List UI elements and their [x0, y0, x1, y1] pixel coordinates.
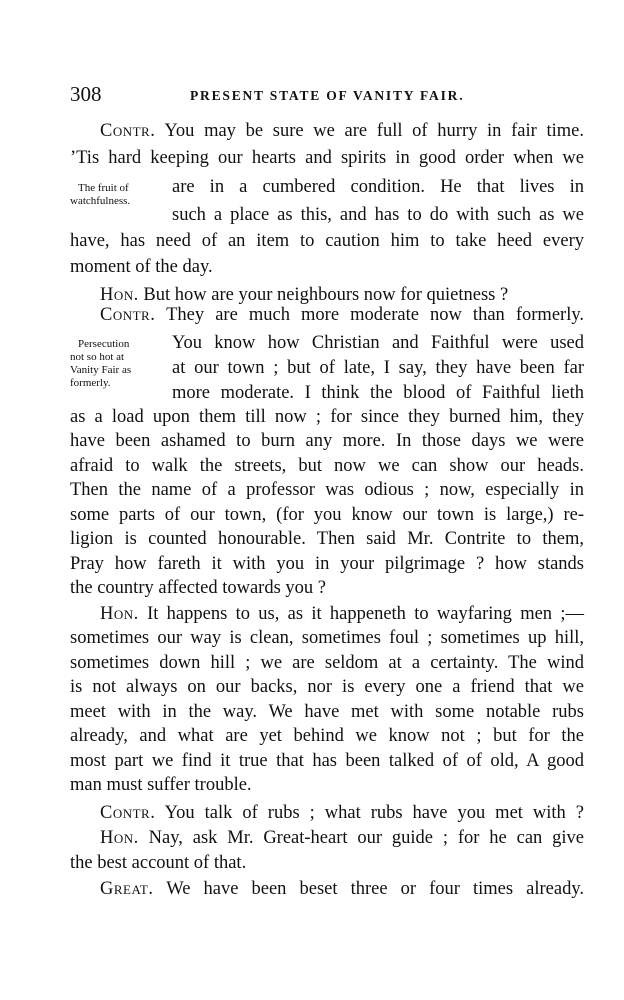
text-line: sometimes down hill ; we are seldom at a certainty. The wind [70, 653, 584, 673]
text-line: the country affected towards you ? [70, 578, 326, 598]
text-line: man must suffer trouble. [70, 775, 252, 795]
line-text: We have been beset three or four times already. [166, 879, 584, 899]
text-line: more moderate. I think the blood of Faithful lieth [172, 383, 584, 403]
text-line: such a place as this, and has to do with such as we [172, 205, 584, 225]
speaker-name: Contr. [100, 803, 156, 823]
text-line [100, 825, 584, 851]
side-note-line: The fruit of [78, 182, 129, 194]
text-line [100, 800, 584, 826]
side-note-line: watchfulness. [70, 195, 131, 207]
text-line: are in a cumbered condition. He that lives in [172, 177, 584, 197]
speaker-name: Great. [100, 879, 154, 899]
text-line: Pray how fareth it with you in your pilgrimage ? how stands [70, 554, 584, 574]
text-line: have been ashamed to burn any more. In those days we were [70, 431, 584, 451]
speaker-name: Contr. [100, 121, 156, 141]
side-note-line: Vanity Fair as [70, 364, 132, 376]
speaker-name: Hon. [100, 828, 139, 848]
running-head: PRESENT STATE OF VANITY FAIR. [190, 88, 465, 103]
text-line: ligion is counted honourable. Then said Mr. Contrite to them, [70, 529, 584, 549]
page-number: 308 [70, 82, 102, 106]
speaker-name: Contr. [100, 305, 156, 325]
side-note-fruit-of-watchfulness [70, 182, 170, 208]
text-line: at our town ; but of late, I say, they have been far [172, 358, 584, 378]
text-line [100, 118, 584, 144]
text-line: meet with in the way. We have met with some notable rubs [70, 702, 584, 722]
text-line: as a load upon them till now ; for since they burned him, they [70, 407, 584, 427]
text-line: sometimes our way is clean, sometimes foul ; sometimes up hill, [70, 628, 584, 648]
text-line: moment of the day. [70, 257, 213, 277]
text-line: You know how Christian and Faithful were used [172, 333, 584, 353]
side-note-persecution [70, 338, 170, 390]
speaker-name: Hon. [100, 604, 139, 624]
side-note-line: formerly. [70, 377, 111, 389]
text-line [100, 601, 584, 627]
text-line: most part we find it true that has been talked of of old, A good [70, 751, 584, 771]
side-note-line: not so hot at [70, 351, 125, 363]
line-text: Nay, ask Mr. Great-heart our guide ; for he can give [148, 828, 584, 848]
line-text: But how are your neighbours now for quietness ? [143, 285, 509, 305]
text-line: is not always on our backs, nor is every one a friend that we [70, 677, 584, 697]
text-line [100, 876, 584, 902]
line-text: You may be sure we are full of hurry in fair time. [164, 121, 584, 141]
text-line: the best account of that. [70, 853, 247, 873]
text-line [100, 302, 584, 328]
text-line: afraid to walk the streets, but now we can show our heads. [70, 456, 584, 476]
line-text: They are much more moderate now than formerly. [166, 305, 585, 325]
text-line: Then the name of a professor was odious ; now, especially in [70, 480, 584, 500]
text-line: already, and what are yet behind we know not ; but for the [70, 726, 584, 746]
text-line: some parts of our town, (for you know our town is large,) re- [70, 505, 584, 525]
line-text: It happens to us, as it happeneth to wayfaring men ;— [147, 604, 584, 624]
text-line: have, has need of an item to caution him to take heed every [70, 231, 584, 251]
side-note-line: Persecution [78, 338, 130, 350]
text-line: ’Tis hard keeping our hearts and spirits in good order when we [70, 148, 584, 168]
line-text: You talk of rubs ; what rubs have you met with ? [164, 803, 584, 823]
page-header [70, 82, 586, 106]
speaker-name: Hon. [100, 285, 139, 305]
